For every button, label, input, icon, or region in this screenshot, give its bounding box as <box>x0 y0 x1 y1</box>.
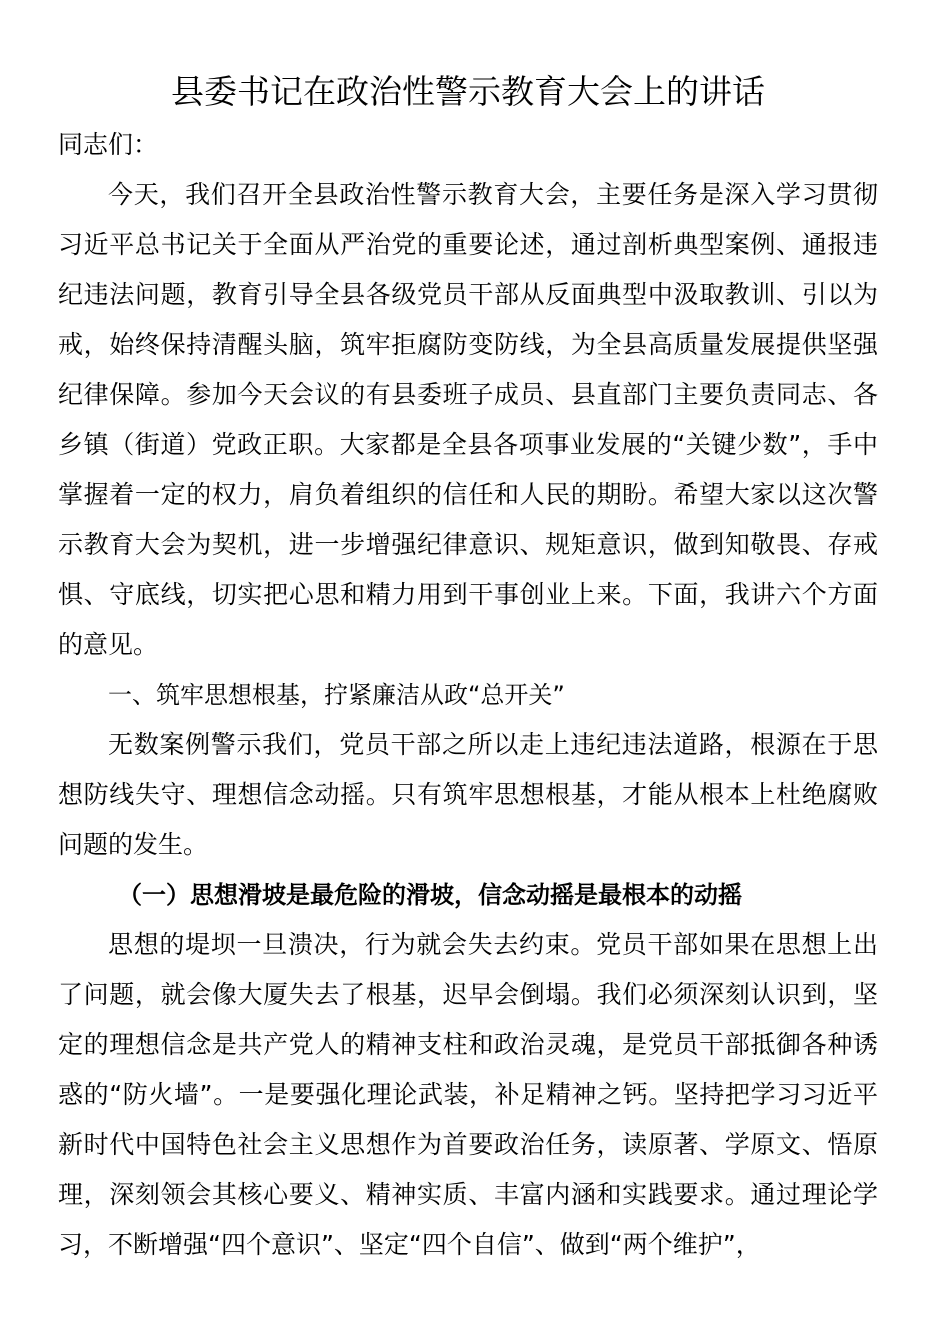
subsection-1-paragraph: 思想的堤坝一旦溃决，行为就会失去约束。党员干部如果在思想上出了问题，就会像大厦失去了根基，迟早会倒塌。我们必须深刻认识到，坚定的理想信念是共产党人的精神支柱和政治灵魂，是党员干部抵御各种诱惑的“防火墙”。一是要强化理论武装，补足精神之钙。坚持把学习习近平新时代中国特色社会主义思想作为首要政治任务，读原著、学原文、悟原理，深刻领会其核心要义、精神实质、丰富内涵和实践要求。通过理论学习，不断增强“四个意识”、坚定“四个自信”、做到“两个维护”， <box>58 930 878 1259</box>
subsection-1-heading: （一）思想滑坡是最危险的滑坡，信念动摇是最根本的动摇 <box>118 881 742 909</box>
intro-paragraph: 今天，我们召开全县政治性警示教育大会，主要任务是深入学习贯彻习近平总书记关于全面从严治党的重要论述，通过剖析典型案例、通报违纪违法问题，教育引导全县各级党员干部从反面典型中汲取教训、引以为戒，始终保持清醒头脑，筑牢拒腐防变防线，为全县高质量发展提供坚强纪律保障。参加今天会议的有县委班子成员、县直部门主要负责同志、各乡镇（街道）党政正职。大家都是全县各项事业发展的“关键少数”，手中掌握着一定的权力，肩负着组织的信任和人民的期盼。希望大家以这次警示教育大会为契机，进一步增强纪律意识、规矩意识，做到知敬畏、存戒惧、守底线，切实把心思和精力用到干事创业上来。下面，我讲六个方面的意见。 <box>58 180 878 659</box>
salutation: 同志们： <box>58 130 159 159</box>
document-title: 县委书记在政治性警示教育大会上的讲话 <box>171 72 765 111</box>
section-1-heading: 一、筑牢思想根基，拧紧廉洁从政“总开关” <box>108 681 565 709</box>
section-1-paragraph: 无数案例警示我们，党员干部之所以走上违纪违法道路，根源在于思想防线失守、理想信念动摇。只有筑牢思想根基，才能从根本上杜绝腐败问题的发生。 <box>58 730 878 859</box>
document-page <box>58 64 878 1270</box>
